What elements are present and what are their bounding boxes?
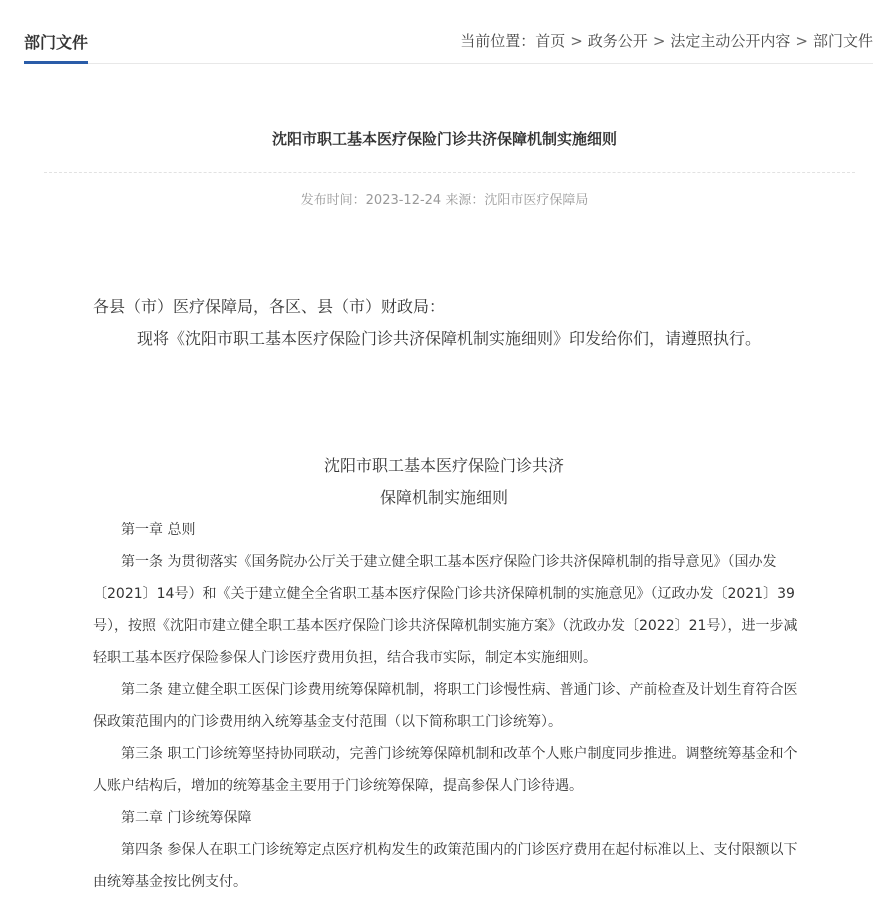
page-header <box>24 0 873 64</box>
breadcrumb-separator: > <box>652 32 666 50</box>
notice: 现将《沈阳市职工基本医疗保险门诊共济保障机制实施细则》印发给你们，请遵照执行。 <box>137 329 762 348</box>
document-body <box>93 450 805 898</box>
chapter-heading: 第二章 门诊统筹保障 <box>121 810 252 826</box>
article-paragraph: 第二条 建立健全职工医保门诊费用统筹保障机制，将职工门诊慢性病、普通门诊、产前检查及计划生育符合医保政策范围内的门诊费用纳入统筹基金支付范围（以下简称职工门诊统筹）。 <box>93 682 798 730</box>
salutation: 各县（市）医疗保障局，各区、县（市）财政局： <box>93 297 446 316</box>
chapter-heading: 第一章 总则 <box>121 522 196 538</box>
doc-title-line: 沈阳市职工基本医疗保险门诊共济 <box>323 456 564 475</box>
breadcrumb-gov-affairs[interactable]: 政务公开 <box>587 32 648 50</box>
article-intro <box>93 291 813 355</box>
breadcrumb-home[interactable]: 首页 <box>535 32 566 50</box>
article-paragraph: 第四条 参保人在职工门诊统筹定点医疗机构发生的政策范围内的门诊医疗费用在起付标准以上、支付限额以下由统筹基金按比例支付。 <box>93 842 798 890</box>
article-meta: 发布时间：2023-12-24 来源：沈阳市医疗保障局 <box>300 193 589 208</box>
article-title: 沈阳市职工基本医疗保险门诊共济保障机制实施细则 <box>271 130 617 148</box>
article-paragraph: 第三条 职工门诊统筹坚持协同联动，完善门诊统筹保障机制和改革个人账户制度同步推进。调整统筹基金和个人账户结构后，增加的统筹基金主要用于门诊统筹保障，提高参保人门诊待遇。 <box>93 746 798 794</box>
divider <box>44 172 855 173</box>
breadcrumb-statutory[interactable]: 法定主动公开内容 <box>670 32 791 50</box>
breadcrumb-separator: > <box>570 32 583 50</box>
breadcrumb-prefix: 当前位置： <box>460 32 536 50</box>
section-tab[interactable]: 部门文件 <box>24 30 88 64</box>
doc-title-line: 保障机制实施细则 <box>379 488 508 507</box>
article-paragraph: 第一条 为贯彻落实《国务院办公厅关于建立健全职工基本医疗保险门诊共济保障机制的指导意见》（国办发〔2021〕14号）和《关于建立健全全省职工基本医疗保险门诊共济保障机制的实施意见》（辽政办发〔2021〕39号），按照《沈阳市建立健全职工基本医疗保险门诊共济保障机制实施方案》（沈政办发〔2022〕21号），进一步减轻职工基本医疗保险参保人门诊医疗费用负担，结合我市实际，制定本实施细则。 <box>93 554 798 666</box>
breadcrumb <box>460 30 873 51</box>
breadcrumb-dept-docs[interactable]: 部门文件 <box>812 32 873 50</box>
breadcrumb-separator: > <box>795 32 808 50</box>
